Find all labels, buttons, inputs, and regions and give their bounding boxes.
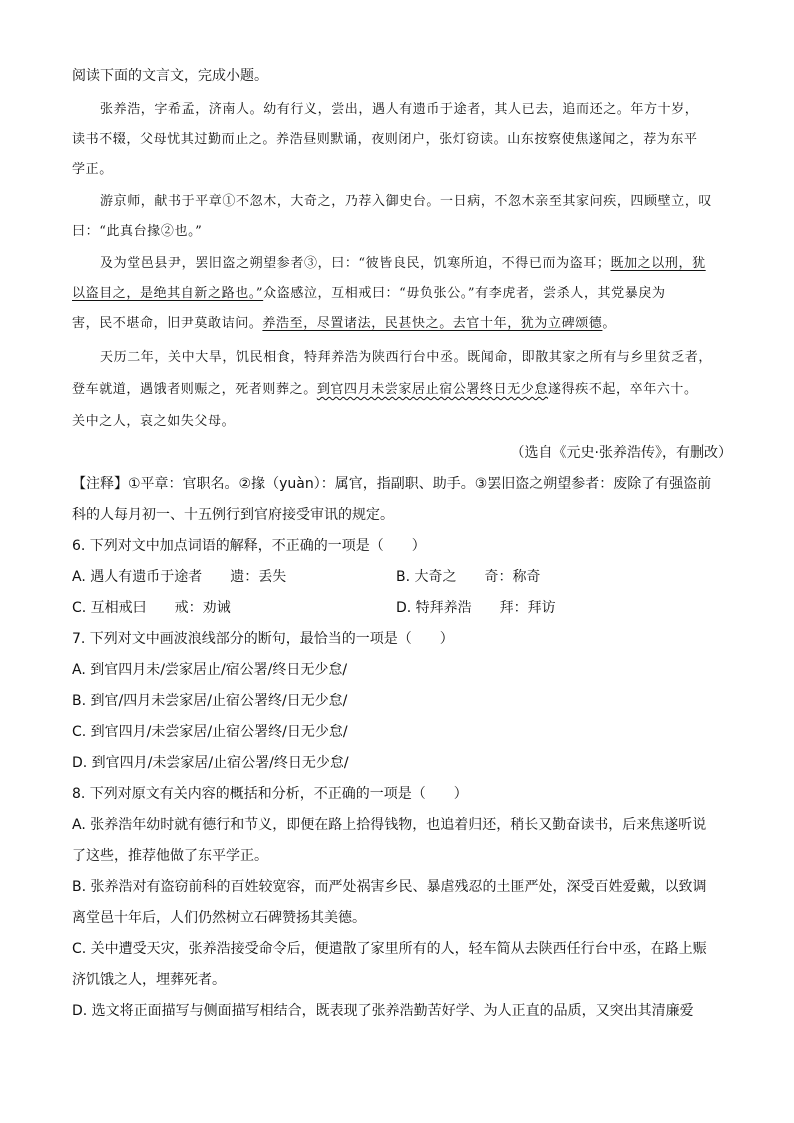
question-8-option-b: B. 张养浩对有盗窃前科的百姓较宽容，而严处祸害乡民、暴虐残忍的土匪严处，深受百姓爱戴，以致调 (72, 879, 707, 895)
question-8-option-c: C. 关中遭受天灾，张养浩接受命令后，便遣散了家里所有的人，轻车简从去陕西任行台中丞，在路上赈 (72, 941, 707, 957)
passage-line: 关中之人，哀之如失父母。 (72, 414, 236, 429)
question-8-option-a: A. 张养浩年幼时就有德行和节义，即便在路上拾得钱物，也追着归还，稍长又勤奋读书，后来焦遂听说 (72, 817, 707, 833)
passage-text: 及为堂邑县尹，罢旧盗之朔望参者 (100, 256, 305, 271)
passage-line: 学正。 (72, 162, 113, 177)
passage-line: 张养浩，字希孟，济南人。幼有行义，尝出，遇人有遗币于途者，其人已去，追而还之。年方十岁， (100, 102, 699, 117)
passage-line (72, 284, 732, 304)
notes-line: 科的人每月初一、十五例行到官府接受审讯的规定。 (72, 507, 394, 523)
question-8-option-a-cont: 了这些，推荐他做了东平学正。 (72, 848, 268, 864)
question-6-option-a: A. 遇人有遗币于途者 遗：丢失 (72, 569, 287, 585)
question-8-stem: 8. 下列对原文有关内容的概括和分析，不正确的一项是（ ） (72, 786, 468, 802)
underlined-text: 以盗目之，是绝其自新之路也。” (72, 286, 264, 301)
note-marker: ② (160, 224, 175, 239)
passage-text: 害，民不堪命，旧尹莫敢诘问。 (72, 316, 263, 331)
passage-text: 游京师，献书于平章 (100, 194, 223, 209)
wavy-underlined-text: 到官四月未尝家居止宿公署终日无少怠 (316, 382, 549, 397)
question-7-option-d: D. 到官四月/未尝家居/止宿公署/终日无少怠/ (72, 755, 349, 771)
underlined-text: 既加之以刑，犹 (610, 256, 706, 271)
question-8-option-d: D. 选文将正面描写与侧面描写相结合，既表现了张养浩勤苦好学、为人正直的品质，又突出其清廉爱 (72, 1003, 694, 1019)
question-7-stem: 7. 下列对文中画波浪线部分的断句，最恰当的一项是（ ） (72, 631, 454, 647)
question-7-option-a: A. 到官四月未/尝家居止/宿公署/终日无少怠/ (72, 662, 348, 678)
passage-line (72, 222, 732, 242)
passage-line: 读书不辍，父母忧其过勤而止之。养浩昼则默诵，夜则闭户，张灯窃读。山东按察使焦遂闻之，荐为东平 (72, 132, 698, 147)
notes-line: 【注释】①平章：官职名。②掾（yuàn）：属官，指副职、助手。③罢旧盗之朔望参者：废除了有强盗前 (72, 476, 712, 492)
underlined-text: 养浩至，尽置诸法，民甚快之。去官十年，犹为立碑颂德 (262, 316, 603, 331)
passage-text: 遂得疾不起，卒年六十。 (548, 382, 698, 397)
passage-text: 众盗感泣，互相戒曰：“毋负张公。”有李虎者，尝杀人，其党暴戾为 (263, 286, 666, 301)
question-8-option-b-cont: 离堂邑十年后，人们仍然树立石碑赞扬其美德。 (72, 910, 366, 926)
note-marker: ③ (304, 256, 318, 271)
passage-text: 不忽木，大奇之，乃荐入御史台。一日病，不忽木亲至其家问疾，四顾壁立，叹 (236, 194, 713, 209)
source-citation: （选自《元史·张养浩传》，有删改） (510, 445, 732, 461)
passage-text: 也。” (174, 224, 203, 239)
question-8-option-c-cont: 济饥饿之人，埋葬死者。 (72, 972, 226, 988)
passage-line (72, 380, 732, 400)
question-6-option-b: B. 大奇之 奇：称奇 (396, 569, 541, 585)
passage-text: 登车就道，遇饿者则赈之，死者则葬之。 (72, 382, 317, 397)
passage-line (100, 254, 732, 274)
question-7-option-c: C. 到官四月/未尝家居/止宿公署终/日无少怠/ (72, 724, 348, 740)
question-7-option-b: B. 到官/四月未尝家居/止宿公署终/日无少怠/ (72, 693, 348, 709)
passage-text: ，曰：“彼皆良民，饥寒所迫，不得已而为盗耳； (317, 256, 611, 271)
passage-line: 天历二年，关中大旱，饥民相食，特拜养浩为陕西行台中丞。既闻命，即散其家之所有与乡里贫乏者， (100, 350, 713, 365)
passage-text: 曰：“此真台掾 (72, 224, 161, 239)
passage-line (72, 314, 732, 334)
note-marker: ① (222, 194, 237, 209)
question-6-stem: 6. 下列对文中加点词语的解释，不正确的一项是（ ） (72, 538, 426, 554)
passage-text: 。 (602, 316, 617, 331)
reading-instruction: 阅读下面的文言文，完成小题。 (72, 68, 268, 84)
question-6-option-c: C. 互相戒曰 戒：劝诫 (72, 600, 231, 616)
passage-line (100, 192, 732, 212)
question-6-option-d: D. 特拜养浩 拜：拜访 (396, 600, 556, 616)
